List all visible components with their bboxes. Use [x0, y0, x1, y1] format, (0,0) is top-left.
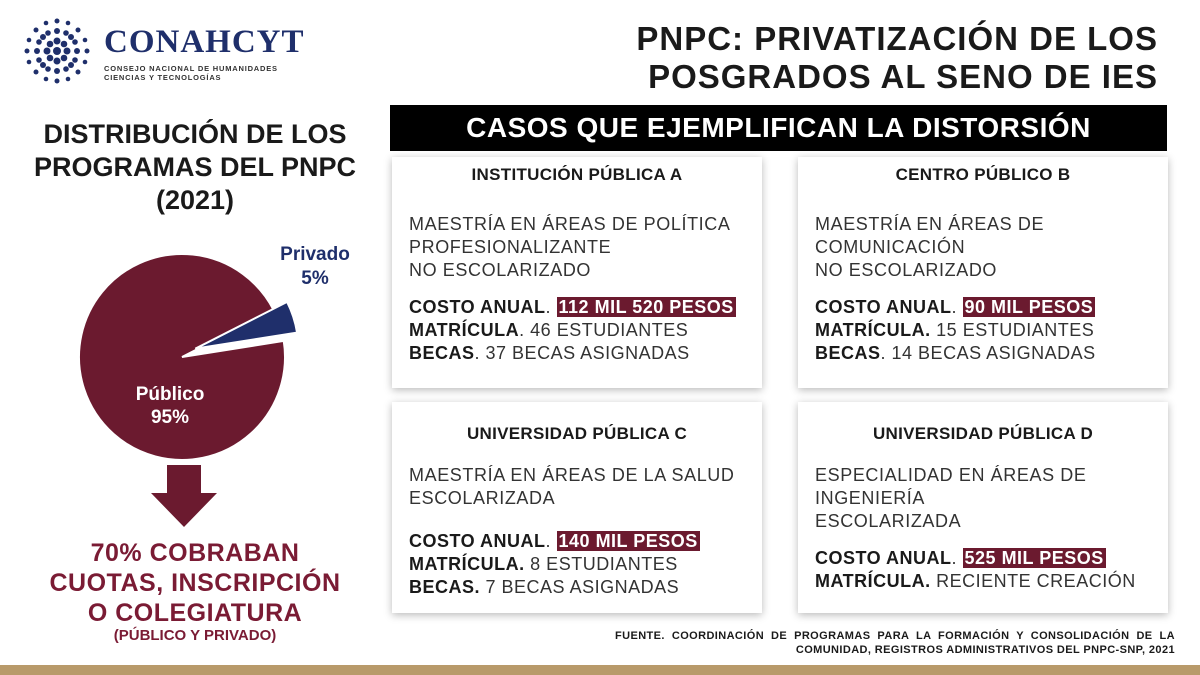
pie-label-public: [105, 383, 235, 429]
distribution-title-line2: PROGRAMAS DEL PNPC: [33, 152, 357, 182]
enrollment-line: [815, 570, 1168, 593]
cost-key: COSTO ANUAL: [815, 548, 952, 568]
cost-line: [815, 547, 1168, 570]
distribution-title-line1: DISTRIBUCIÓN DE LOS: [43, 119, 347, 149]
case-card-title: INSTITUCIÓN PÚBLICA A: [471, 165, 683, 184]
cost-value: 140 MIL PESOS: [558, 531, 698, 551]
fee-statistic-line1: 70% COBRABAN: [90, 539, 300, 567]
pie-label-private-name: Privado: [280, 244, 350, 265]
cost-separator: .: [951, 548, 963, 568]
enrollment-line: [409, 319, 762, 342]
fee-statistic: [10, 538, 380, 628]
cost-separator: .: [951, 297, 963, 317]
case-card-description: MAESTRÍA EN ÁREAS DE POLÍTICA PROFESIONALIZANTE NO ESCOLARIZADO: [409, 214, 731, 280]
cost-line: [815, 296, 1168, 319]
enrollment-line: [409, 553, 762, 576]
case-card-facts: [409, 530, 762, 599]
cost-value: 90 MIL PESOS: [964, 297, 1094, 317]
pie-label-private: [270, 243, 360, 291]
grants-key: BECAS: [815, 343, 881, 363]
enrollment-value: 15 ESTUDIANTES: [936, 320, 1095, 340]
cost-separator: .: [545, 531, 557, 551]
enrollment-key: MATRÍCULA.: [815, 320, 931, 340]
case-card-facts: [815, 547, 1168, 593]
pie-slice-public: [79, 254, 285, 460]
source-footnote: FUENTE. COORDINACIÓN DE PROGRAMAS PARA LA FORMACIÓN Y CONSOLIDACIÓN DE LA COMUNIDAD, REGISTROS ADMINISTRATIVOS DEL PNPC-SNP, 2021: [615, 630, 1175, 656]
cost-value: 112 MIL 520 PESOS: [558, 297, 734, 317]
enrollment-line: [815, 319, 1168, 342]
grants-key: BECAS: [409, 343, 475, 363]
distribution-title-line3: (2021): [155, 185, 235, 215]
bottom-accent-bar: [0, 665, 1200, 675]
grants-value: 37 BECAS ASIGNADAS: [485, 343, 690, 363]
enrollment-value: RECIENTE CREACIÓN: [936, 571, 1136, 591]
cost-line: [409, 296, 762, 319]
pie-label-public-value: 95%: [150, 407, 190, 428]
down-arrow-icon: [151, 465, 217, 527]
case-card-d: [798, 402, 1168, 613]
pie-label-private-value: 5%: [301, 268, 329, 289]
distribution-title: [10, 118, 380, 217]
case-card-title: CENTRO PÚBLICO B: [895, 165, 1071, 184]
case-card-description: MAESTRÍA EN ÁREAS DE LA SALUD ESCOLARIZADA: [409, 465, 735, 508]
grants-line: [409, 342, 762, 365]
section-header: CASOS QUE EJEMPLIFICAN LA DISTORSIÓN: [390, 105, 1167, 151]
case-card-c: [392, 402, 762, 613]
page-title-line1: PNPC: PRIVATIZACIÓN DE LOS: [636, 20, 1158, 57]
fee-statistic-line3: O COLEGIATURA: [87, 599, 303, 627]
fee-statistic-line2: CUOTAS, INSCRIPCIÓN: [49, 569, 341, 597]
case-card-description: MAESTRÍA EN ÁREAS DE COMUNICACIÓN NO ESCOLARIZADO: [815, 214, 1045, 280]
enrollment-key: MATRÍCULA: [409, 320, 520, 340]
case-card-title: UNIVERSIDAD PÚBLICA D: [872, 424, 1094, 443]
cost-separator: .: [545, 297, 557, 317]
cost-key: COSTO ANUAL: [815, 297, 952, 317]
page-title: [578, 20, 1158, 96]
case-card-facts: [409, 296, 762, 365]
enrollment-value: 46 ESTUDIANTES: [530, 320, 689, 340]
grants-value: 14 BECAS ASIGNADAS: [891, 343, 1096, 363]
enrollment-key: MATRÍCULA.: [409, 554, 525, 574]
logo-subtitle: [104, 64, 324, 82]
dots-emblem-icon: [20, 14, 94, 88]
enrollment-value: 8 ESTUDIANTES: [530, 554, 678, 574]
case-card-a: [392, 157, 762, 388]
grants-line: [815, 342, 1168, 365]
case-card-description: ESPECIALIDAD EN ÁREAS DE INGENIERÍA ESCOLARIZADA: [815, 465, 1087, 531]
enrollment-separator: .: [519, 320, 531, 340]
page-title-line2: POSGRADOS AL SENO DE IES: [648, 58, 1158, 95]
grants-key: BECAS.: [409, 577, 481, 597]
logo-subtitle-line2: CIENCIAS Y TECNOLOGÍAS: [104, 73, 222, 82]
enrollment-key: MATRÍCULA.: [815, 571, 931, 591]
logo-wordmark: CONAHCYT: [104, 24, 305, 60]
case-card-b: [798, 157, 1168, 388]
fee-statistic-note: (PÚBLICO Y PRIVADO): [113, 627, 277, 644]
cost-value: 525 MIL PESOS: [964, 548, 1104, 568]
cost-key: COSTO ANUAL: [409, 531, 546, 551]
grants-line: [409, 576, 762, 599]
conahcyt-logo: [20, 14, 330, 94]
cost-key: COSTO ANUAL: [409, 297, 546, 317]
grants-separator: .: [474, 343, 486, 363]
case-card-facts: [815, 296, 1168, 365]
grants-value: 7 BECAS ASIGNADAS: [485, 577, 680, 597]
case-card-title: UNIVERSIDAD PÚBLICA C: [466, 424, 688, 443]
pie-label-public-name: Público: [135, 384, 205, 405]
cost-line: [409, 530, 762, 553]
logo-subtitle-line1: CONSEJO NACIONAL DE HUMANIDADES: [104, 64, 278, 73]
grants-separator: .: [880, 343, 892, 363]
